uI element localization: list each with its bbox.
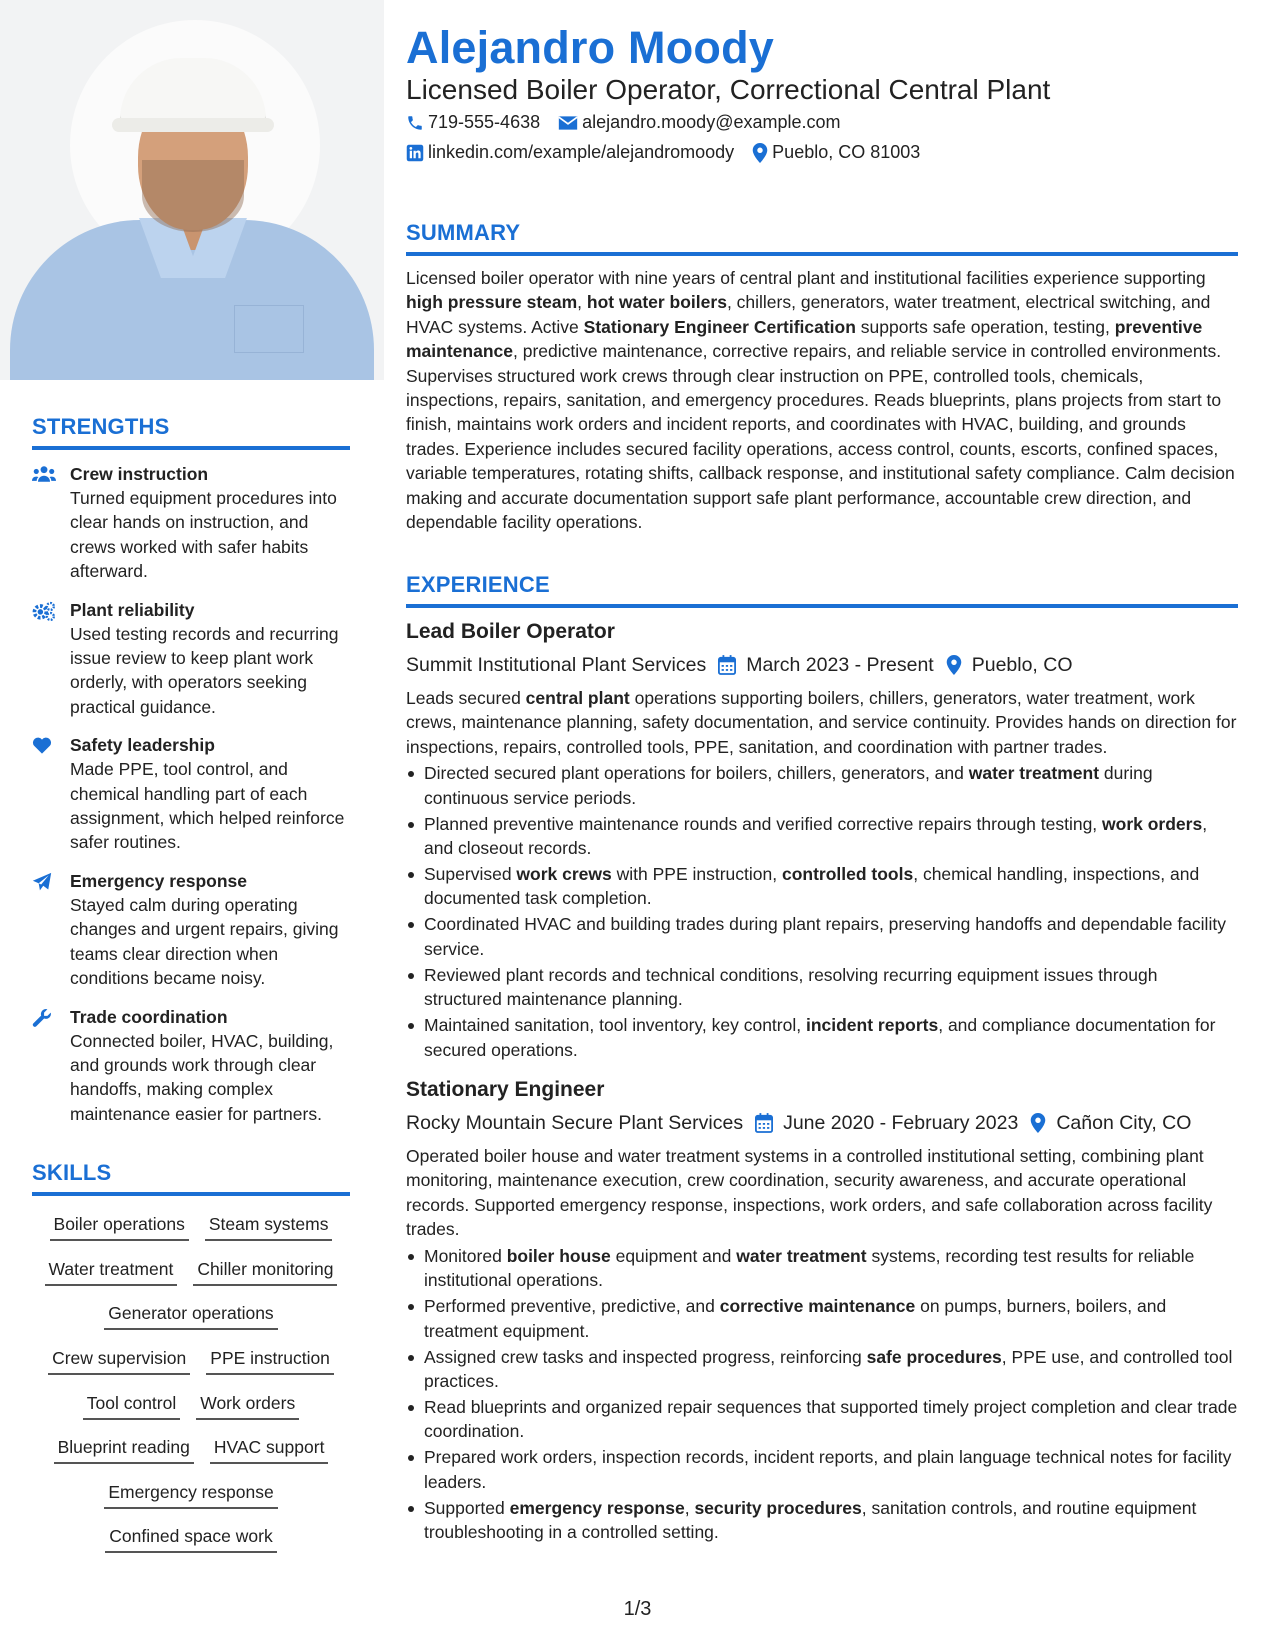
skill-tag: Tool control <box>83 1390 181 1420</box>
job-dates <box>718 654 934 677</box>
heart-icon <box>32 733 70 855</box>
job-description: Operated boiler house and water treatment systems in a controlled institutional setting, combining plant monitoring, maintenance execution, crew coordination, security awareness, and accurate operational records. Supported emergency response, inspections, work orders, and safe collaboration across facility trades. <box>406 1146 1213 1240</box>
strength-body <box>70 869 350 991</box>
map-pin-icon <box>752 143 768 163</box>
job-bullet: Performed preventive, predictive, and corrective maintenance on pumps, burners, boilers, and treatment equipment. <box>406 1294 1238 1343</box>
job-location <box>1030 1112 1191 1135</box>
skill-tag: Water treatment <box>45 1256 178 1286</box>
strength-description: Turned equipment procedures into clear hands on instruction, and crews worked with safer habits afterward. <box>70 488 337 582</box>
strength-title: Trade coordination <box>70 1006 228 1027</box>
summary-rule <box>406 252 1238 256</box>
map-pin-icon <box>1030 1113 1046 1133</box>
gears-icon <box>32 598 70 720</box>
skill-tag: Confined space work <box>105 1523 276 1553</box>
experience-heading: EXPERIENCE <box>406 572 550 597</box>
job-bullet: Supervised work crews with PPE instruction, controlled tools, chemical handling, inspections, and documented task completion. <box>406 862 1238 911</box>
job-bullet: Supported emergency response, security procedures, sanitation controls, and routine equipment troubleshooting in a controlled setting. <box>406 1496 1238 1545</box>
skill-tag: Chiller monitoring <box>193 1256 337 1286</box>
skill-row <box>32 1427 350 1472</box>
strength-item <box>32 1005 350 1127</box>
strength-body <box>70 598 350 720</box>
strength-item <box>32 598 350 720</box>
dates-text: June 2020 - February 2023 <box>783 1111 1019 1134</box>
job-entry <box>406 618 1238 1062</box>
job-title: Lead Boiler Operator <box>406 620 615 643</box>
skill-tag: Crew supervision <box>48 1345 190 1375</box>
map-pin-icon <box>946 655 962 675</box>
contact-linkedin[interactable] <box>406 142 734 163</box>
job-bullet: Read blueprints and organized repair sequences that supported timely project completion and clear trade coordination. <box>406 1395 1238 1444</box>
calendar-icon <box>718 655 736 675</box>
envelope-icon <box>558 115 578 131</box>
job-bullet: Planned preventive maintenance rounds and verified corrective repairs through testing, work orders, and closeout records. <box>406 812 1238 861</box>
wrench-icon <box>32 1005 70 1127</box>
skill-row <box>32 1338 350 1383</box>
location-text: Cañon City, CO <box>1056 1111 1192 1134</box>
job-title: Stationary Engineer <box>406 1078 605 1102</box>
calendar-icon <box>755 1113 773 1133</box>
skill-tag: Steam systems <box>205 1211 333 1241</box>
strength-title: Crew instruction <box>70 464 209 484</box>
phone-icon <box>406 114 424 132</box>
linkedin-icon <box>406 144 424 162</box>
location-text: Pueblo, CO 81003 <box>772 142 921 162</box>
skill-tag: Boiler operations <box>50 1211 189 1241</box>
job-entry <box>406 1076 1238 1544</box>
location-text: Pueblo, CO <box>971 653 1073 676</box>
skill-tag: Blueprint reading <box>54 1434 194 1464</box>
skill-tag: HVAC support <box>210 1434 329 1464</box>
profile-photo <box>0 0 384 380</box>
strength-title: Safety leadership <box>70 735 215 756</box>
candidate-headline: Licensed Boiler Operator, Correctional Central Plant <box>406 74 1051 105</box>
job-company <box>406 1112 743 1135</box>
strengths-heading: STRENGTHS <box>32 414 170 439</box>
strength-body <box>70 462 350 584</box>
page-number: 1/3 <box>623 1598 652 1620</box>
strength-description: Used testing records and recurring issue review to keep plant work orderly, with operators seeking practical guidance. <box>70 623 339 717</box>
experience-rule <box>406 604 1238 608</box>
company-name: Rocky Mountain Secure Plant Services <box>406 1111 744 1134</box>
skill-row <box>32 1204 350 1249</box>
strength-title: Plant reliability <box>70 599 195 620</box>
linkedin-link[interactable]: linkedin.com/example/alejandromoody <box>428 142 735 162</box>
job-bullet: Reviewed plant records and technical conditions, resolving recurring equipment issues through structured maintenance planning. <box>406 963 1238 1012</box>
skills-heading: SKILLS <box>32 1160 112 1185</box>
contact-row-1 <box>406 112 859 133</box>
job-description: Leads secured central plant operations supporting boilers, chillers, generators, water treatment, work crews, maintenance planning, safety documentation, and service continuity. Provides hands on direction for inspections, repairs, controlled tools, PPE, sanitation, and coordination with partner trades. <box>406 688 1237 757</box>
summary-heading: SUMMARY <box>406 220 521 245</box>
dates-text: March 2023 - Present <box>746 653 934 676</box>
strengths-rule <box>32 446 350 450</box>
summary-text: Licensed boiler operator with nine years of central plant and institutional facilities experience supporting high pressure steam, hot water boilers, chillers, generators, water treatment, electrical switching, and HVAC systems. Active Stationary Engineer Certification supports safe operation, testing, preventive maintenance, predictive maintenance, corrective repairs, and reliable service in controlled environments. Supervises structured work crews through clear instruction on PPE, controlled tools, chemicals, inspections, repairs, sanitation, and emergency procedures. Reads blueprints, plans projects from start to finish, maintains work orders and incident reports, and coordinates with HVAC, building, and grounds trades. Experience includes secured facility operations, access control, counts, escorts, confined spaces, variable temperatures, rotating shifts, callback response, and institutional safety compliance. Calm decision making and accurate documentation support safe plant performance, accountable crew direction, and dependable facility operations. <box>406 268 1235 533</box>
strength-item <box>32 869 350 991</box>
skills-list <box>32 1204 350 1561</box>
job-bullet: Maintained sanitation, tool inventory, key control, incident reports, and compliance documentation for secured operations. <box>406 1013 1238 1062</box>
contact-email[interactable] <box>558 112 840 133</box>
contact-location <box>752 142 920 163</box>
strengths-list <box>32 462 350 1126</box>
company-name: Summit Institutional Plant Services <box>406 653 707 676</box>
strength-description: Connected boiler, HVAC, building, and grounds work through clear handoffs, making complex maintenance easier for partners. <box>70 1030 334 1124</box>
job-bullet: Monitored boiler house equipment and water treatment systems, recording test results for reliable institutional operations. <box>406 1244 1238 1293</box>
skill-tag: PPE instruction <box>206 1345 334 1375</box>
left-column <box>0 0 384 1650</box>
skill-row <box>32 1249 350 1294</box>
skills-section <box>32 1160 350 1561</box>
job-list <box>406 618 1238 1545</box>
strength-body <box>70 1005 350 1127</box>
email-link[interactable]: alejandro.moody@example.com <box>582 112 841 132</box>
skill-tag: Generator operations <box>104 1300 277 1330</box>
job-company <box>406 654 706 677</box>
job-bullets <box>406 761 1238 1062</box>
job-bullet: Coordinated HVAC and building trades during plant repairs, preserving handoffs and dependable facility service. <box>406 912 1238 961</box>
job-location <box>946 654 1073 677</box>
job-meta <box>406 1108 1238 1138</box>
contact-phone <box>406 112 540 133</box>
skill-tag: Work orders <box>196 1390 299 1420</box>
strength-title: Emergency response <box>70 870 248 891</box>
users-icon <box>32 462 70 584</box>
strengths-section <box>32 414 350 1140</box>
skill-row <box>32 1516 350 1561</box>
skills-rule <box>32 1192 350 1196</box>
experience-section <box>406 572 1238 1546</box>
contact-row-2 <box>406 142 938 163</box>
paper-plane-icon <box>32 869 70 991</box>
job-bullet: Prepared work orders, inspection records, incident reports, and plain language technical notes for facility leaders. <box>406 1445 1238 1494</box>
strength-description: Stayed calm during operating changes and urgent repairs, giving teams clear direction when conditions became noisy. <box>70 894 339 989</box>
skill-row <box>32 1472 350 1517</box>
job-bullet: Directed secured plant operations for boilers, chillers, generators, and water treatment during continuous service periods. <box>406 761 1238 810</box>
strength-item <box>32 733 350 855</box>
strength-description: Made PPE, tool control, and chemical handling part of each assignment, which helped reinforce safer routines. <box>70 759 345 853</box>
job-bullets <box>406 1244 1238 1545</box>
candidate-name: Alejandro Moody <box>406 22 775 73</box>
skill-row <box>32 1382 350 1427</box>
skill-row <box>32 1293 350 1338</box>
skill-tag: Emergency response <box>104 1479 277 1509</box>
job-dates <box>755 1112 1018 1135</box>
summary-section <box>406 220 1238 534</box>
job-bullet: Assigned crew tasks and inspected progress, reinforcing safe procedures, PPE use, and controlled tool practices. <box>406 1345 1238 1394</box>
strength-item <box>32 462 350 584</box>
strength-body <box>70 733 350 855</box>
phone-text: 719-555-4638 <box>428 112 541 132</box>
job-meta <box>406 650 1238 680</box>
